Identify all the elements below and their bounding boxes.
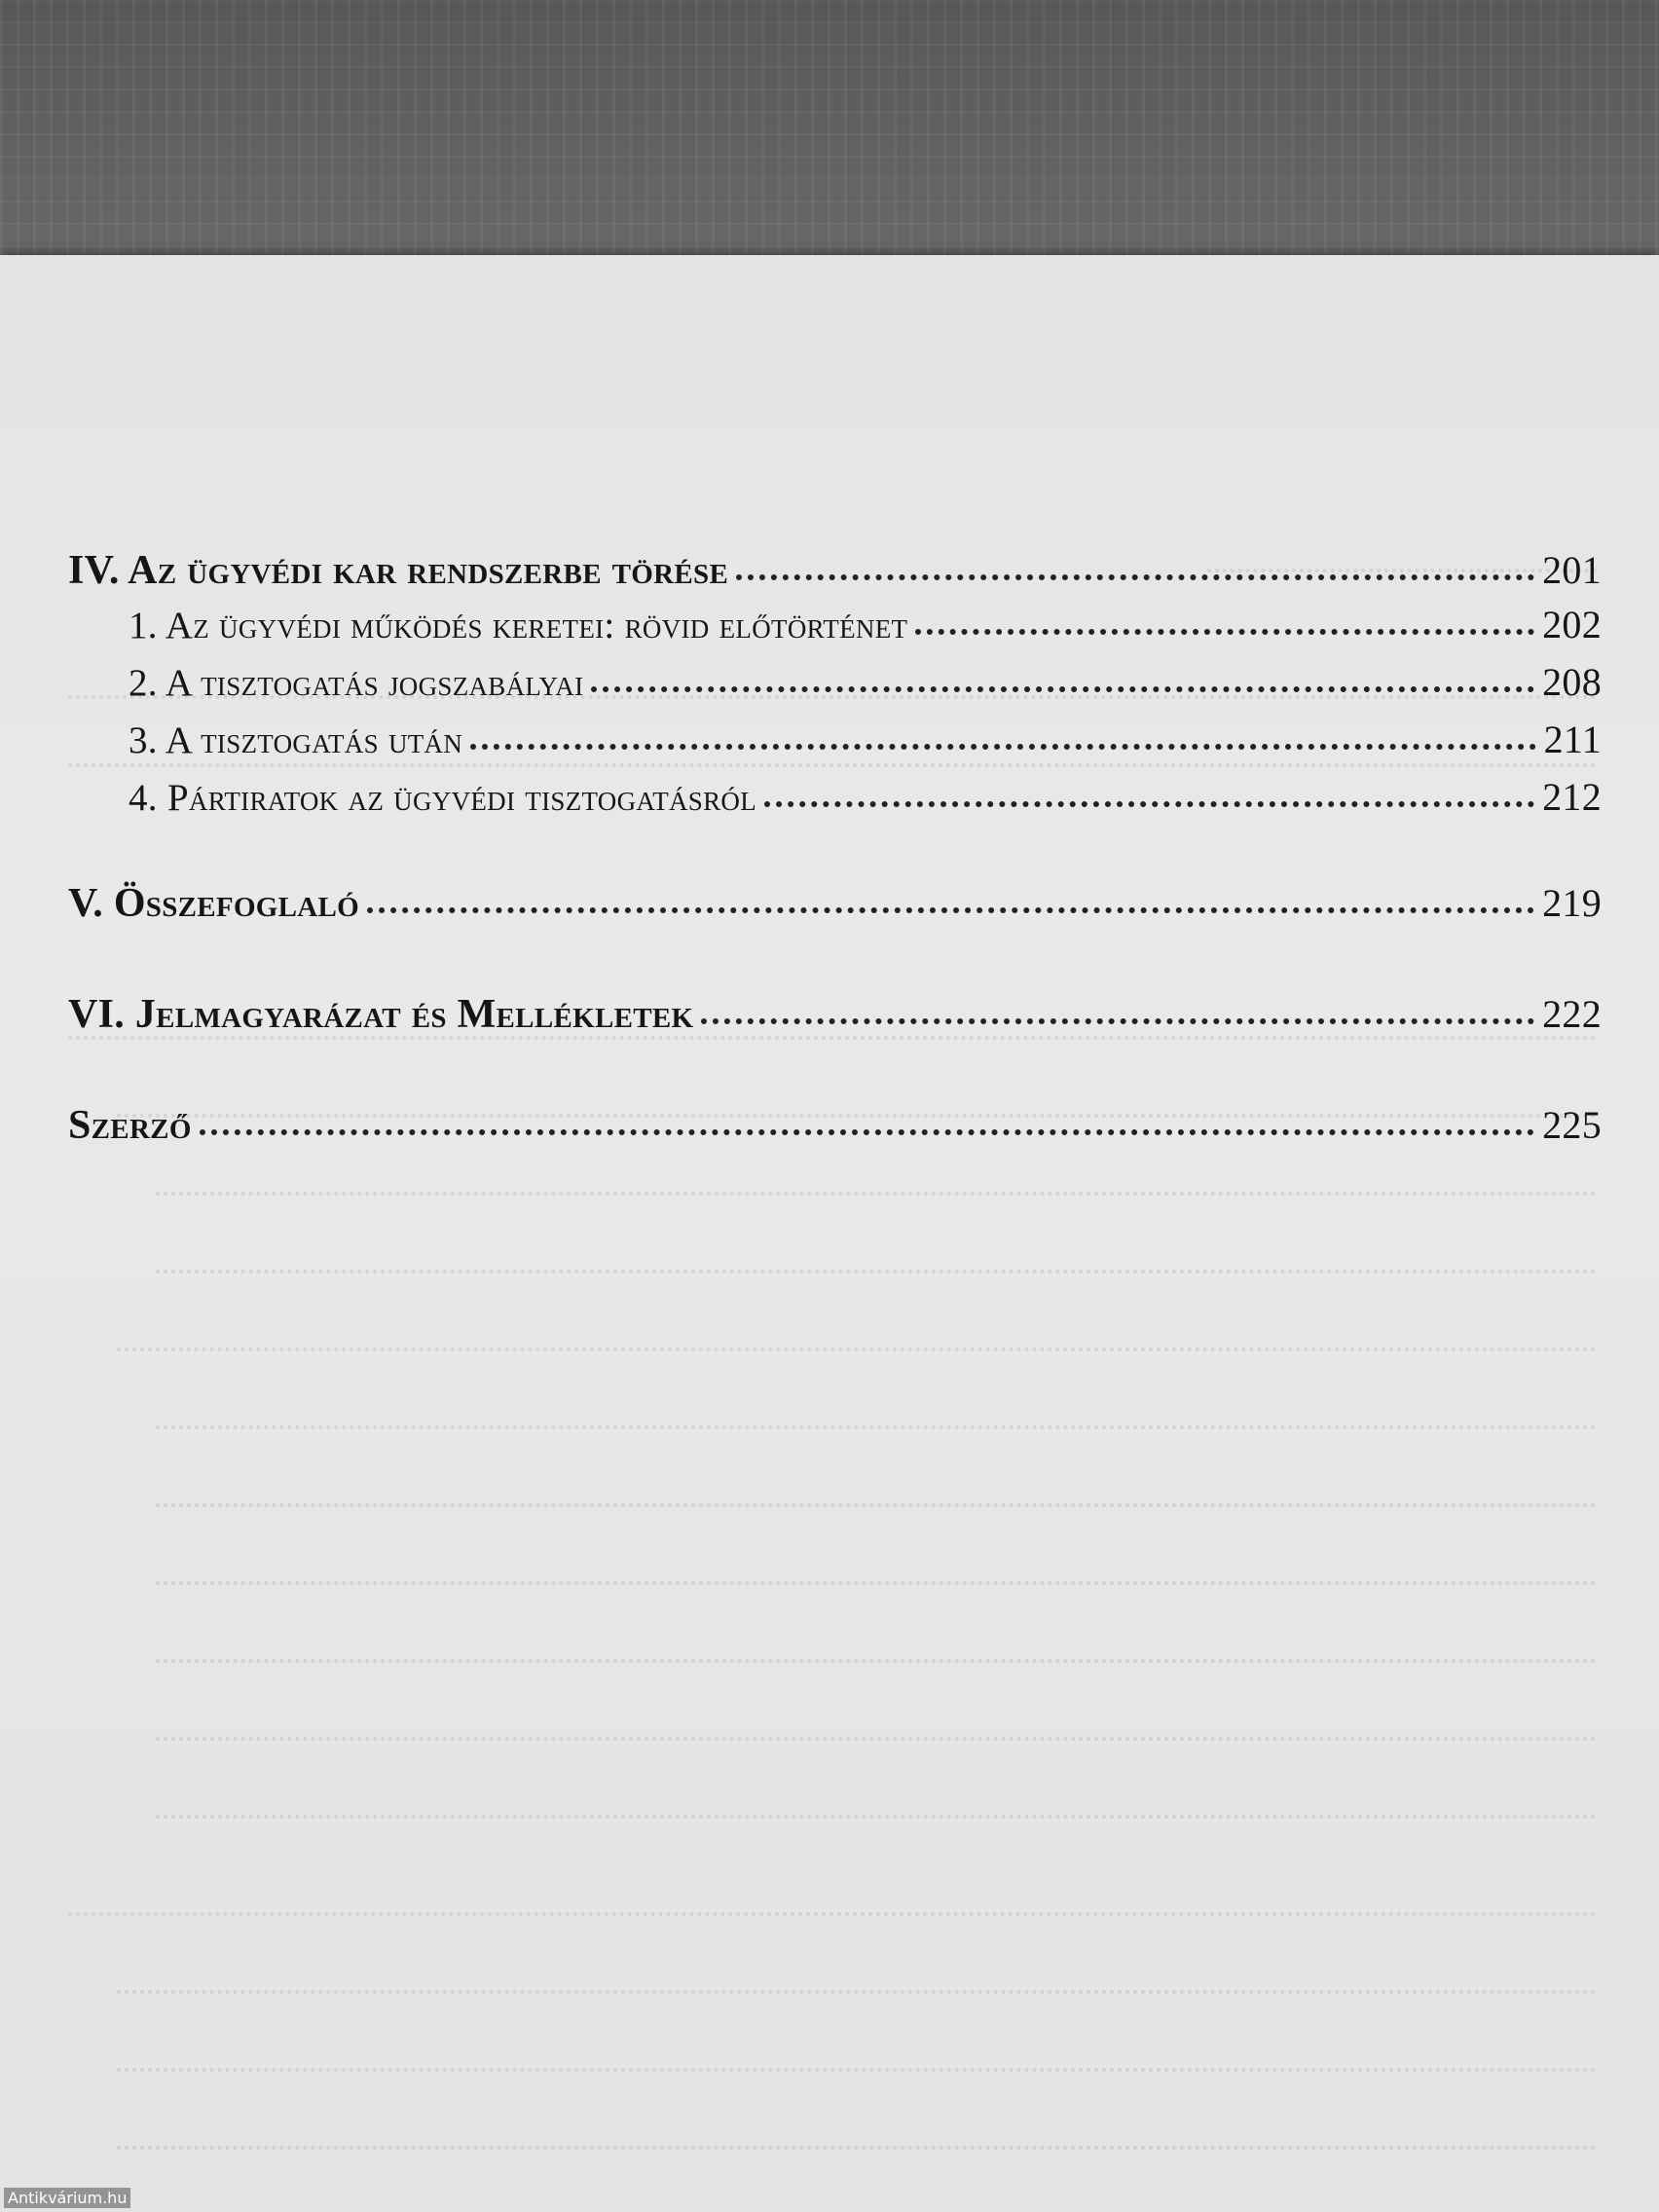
toc-entry-section-4-3 <box>68 717 1602 762</box>
toc-entry-page: 208 <box>1542 660 1602 704</box>
toc-entry-page: 212 <box>1542 775 1602 819</box>
toc-entry-title: 4. Pártiratok az ügyvédi tisztogatásról <box>129 777 757 819</box>
dot-leader <box>591 686 1534 692</box>
toc-entry-page: 201 <box>1542 548 1602 592</box>
toc-entry-title: V. Összefoglaló <box>68 881 360 926</box>
toc-entry-title: VI. Jelmagyarázat és Mellékletek <box>68 992 694 1037</box>
toc-entry-page: 219 <box>1542 881 1602 925</box>
toc-entry-chapter-6 <box>68 991 1602 1038</box>
dot-leader <box>367 907 1534 913</box>
toc-entry-page: 202 <box>1542 603 1602 646</box>
toc-entry-title: 2. A tisztogatás jogszabályai <box>129 662 584 704</box>
toc-entry-title: Szerző <box>68 1103 192 1148</box>
dot-leader <box>701 1018 1534 1024</box>
toc-entry-section-4-4 <box>68 774 1602 820</box>
toc-entry-chapter-5 <box>68 880 1602 927</box>
toc-entry-chapter-4 <box>68 547 1602 594</box>
table-surface-background <box>0 0 1659 292</box>
toc-entry-title: 1. Az ügyvédi működés keretei: rövid előtörténet <box>129 605 908 646</box>
book-page <box>0 255 1659 2212</box>
toc-entry-title: 3. A tisztogatás után <box>129 719 463 761</box>
table-of-contents <box>68 547 1602 1149</box>
dot-leader <box>200 1129 1534 1135</box>
toc-entry-page: 211 <box>1543 718 1602 761</box>
toc-entry-page: 222 <box>1542 992 1602 1036</box>
dot-leader <box>736 574 1534 580</box>
dot-leader <box>764 801 1534 807</box>
toc-entry-page: 225 <box>1542 1103 1602 1147</box>
toc-entry-title: IV. Az ügyvédi kar rendszerbe törése <box>68 548 729 593</box>
toc-entry-author <box>68 1102 1602 1149</box>
dot-leader <box>915 629 1534 635</box>
dot-leader <box>470 744 1535 750</box>
toc-entry-section-4-1 <box>68 602 1602 647</box>
watermark: Antikvárium.hu <box>4 2188 130 2208</box>
toc-entry-section-4-2 <box>68 659 1602 705</box>
